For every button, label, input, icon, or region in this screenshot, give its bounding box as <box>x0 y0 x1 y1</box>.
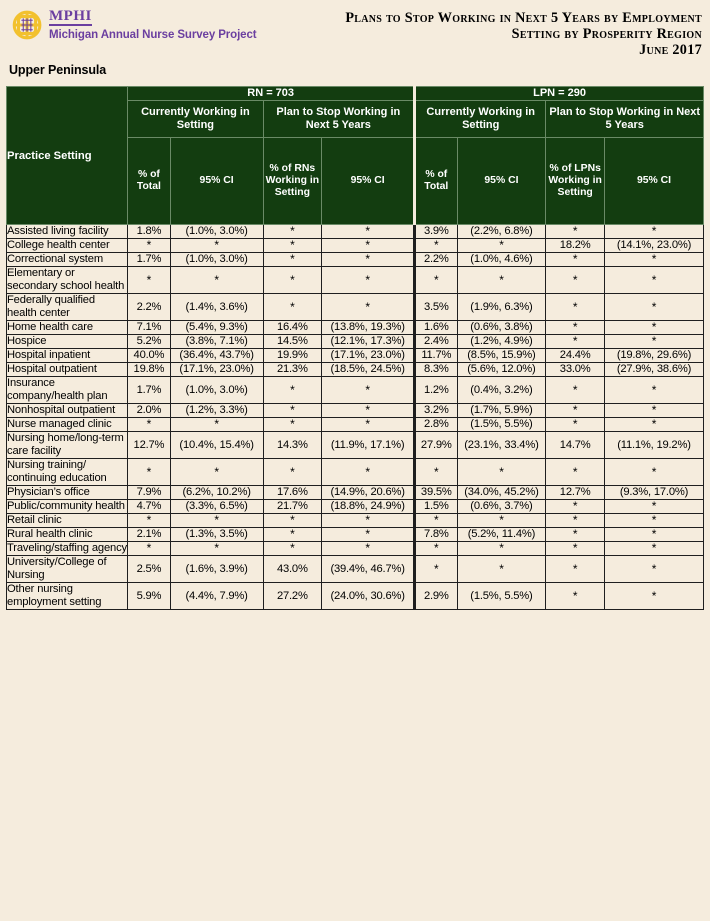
region-label: Upper Peninsula <box>9 63 107 77</box>
cell-lpn-pct-working: 18.2% <box>546 239 605 253</box>
row-label-practice-setting: Traveling/staffing agency <box>7 542 128 554</box>
cell-lpn-ci2: * <box>604 267 703 294</box>
cell-lpn-ci2: * <box>604 542 703 556</box>
row-label-practice-setting: Rural health clinic <box>7 528 128 542</box>
cell-lpn-pct-working: 33.0% <box>546 363 605 377</box>
cell-lpn-pct-total: 11.7% <box>415 349 457 363</box>
cell-rn-pct-total: * <box>128 459 170 486</box>
cell-lpn-pct-working: * <box>546 404 605 418</box>
cell-rn-pct-total: 1.7% <box>128 377 170 404</box>
cell-rn-pct-working: 21.3% <box>263 363 322 377</box>
cell-rn-pct-working: * <box>263 239 322 253</box>
cell-lpn-ci1: (23.1%, 33.4%) <box>457 432 546 459</box>
table-row <box>7 486 704 500</box>
cell-lpn-ci2: * <box>604 404 703 418</box>
cell-rn-ci2: * <box>322 377 415 404</box>
cell-rn-ci2: * <box>322 253 415 267</box>
row-label-practice-setting: Public/community health <box>7 500 128 514</box>
cell-rn-pct-working: * <box>263 294 322 321</box>
cell-lpn-pct-total: * <box>415 239 457 253</box>
cell-lpn-pct-working: * <box>546 225 605 239</box>
cell-lpn-pct-working: * <box>546 377 605 404</box>
cell-lpn-ci1: * <box>457 459 546 486</box>
column-header-rn-ci-2: 95% CI <box>322 138 415 225</box>
group-header-lpn: LPN = 290 <box>415 87 704 101</box>
cell-lpn-pct-working: 12.7% <box>546 486 605 500</box>
cell-lpn-pct-working: * <box>546 542 605 556</box>
table-row <box>7 404 704 418</box>
cell-rn-ci2: * <box>322 294 415 321</box>
table-body <box>7 225 704 610</box>
cell-rn-ci1: * <box>170 267 263 294</box>
cell-lpn-ci2: * <box>604 335 703 349</box>
cell-lpn-pct-working: * <box>546 267 605 294</box>
column-header-practice-setting: Practice Setting <box>7 87 128 225</box>
table-row <box>7 363 704 377</box>
cell-rn-ci2: * <box>322 528 415 542</box>
cell-lpn-pct-total: 1.6% <box>415 321 457 335</box>
cell-lpn-pct-total: 1.5% <box>415 500 457 514</box>
cell-rn-ci2: * <box>322 459 415 486</box>
cell-rn-pct-total: * <box>128 514 170 528</box>
cell-rn-pct-working: * <box>263 253 322 267</box>
cell-lpn-pct-total: 3.5% <box>415 294 457 321</box>
cell-rn-pct-working: * <box>263 528 322 542</box>
cell-rn-ci1: * <box>170 418 263 432</box>
cell-rn-pct-total: 7.9% <box>128 486 170 500</box>
table-row <box>7 321 704 335</box>
cell-rn-pct-total: * <box>128 542 170 556</box>
cell-rn-ci2: * <box>322 404 415 418</box>
cell-rn-pct-working: 14.5% <box>263 335 322 349</box>
cell-lpn-pct-total: 3.9% <box>415 225 457 239</box>
cell-lpn-pct-working: * <box>546 253 605 267</box>
cell-rn-ci1: (6.2%, 10.2%) <box>170 486 263 500</box>
cell-lpn-pct-working: * <box>546 335 605 349</box>
table-row <box>7 349 704 363</box>
cell-lpn-pct-working: * <box>546 459 605 486</box>
cell-lpn-ci2: * <box>604 294 703 321</box>
brand-tagline: Michigan Annual Nurse Survey Project <box>49 29 257 41</box>
cell-lpn-ci1: * <box>457 239 546 253</box>
header-row-groups <box>7 87 704 101</box>
cell-rn-pct-working: 16.4% <box>263 321 322 335</box>
row-label-practice-setting: Hospital inpatient <box>7 349 128 363</box>
row-label-practice-setting: Insurance company/health plan <box>7 377 128 404</box>
subheader-rn-plan-to-stop: Plan to Stop Working in Next 5 Years <box>263 101 415 138</box>
cell-rn-ci1: (3.8%, 7.1%) <box>170 335 263 349</box>
cell-rn-pct-total: 1.8% <box>128 225 170 239</box>
cell-lpn-pct-working: 14.7% <box>546 432 605 459</box>
cell-lpn-ci2: * <box>604 225 703 239</box>
prosperity-region-table <box>6 86 704 610</box>
row-label-practice-setting: Nonhospital outpatient <box>7 404 128 418</box>
group-header-rn: RN = 703 <box>128 87 415 101</box>
table-row <box>7 583 704 610</box>
cell-rn-ci1: (1.6%, 3.9%) <box>170 556 263 583</box>
table-row <box>7 239 704 253</box>
cell-rn-pct-total: 5.9% <box>128 583 170 610</box>
cell-lpn-ci2: (27.9%, 38.6%) <box>604 363 703 377</box>
cell-rn-ci2: * <box>322 267 415 294</box>
cell-lpn-pct-working: * <box>546 514 605 528</box>
cell-rn-ci2: * <box>322 225 415 239</box>
cell-lpn-pct-total: 8.3% <box>415 363 457 377</box>
cell-lpn-pct-total: 7.8% <box>415 528 457 542</box>
cell-rn-ci1: (1.4%, 3.6%) <box>170 294 263 321</box>
cell-rn-ci2: (39.4%, 46.7%) <box>322 556 415 583</box>
cell-rn-ci2: * <box>322 239 415 253</box>
cell-rn-ci2: (18.5%, 24.5%) <box>322 363 415 377</box>
page-title-date: June 2017 <box>639 42 702 58</box>
cell-rn-ci2: (17.1%, 23.0%) <box>322 349 415 363</box>
cell-rn-ci1: (1.0%, 3.0%) <box>170 225 263 239</box>
table-row <box>7 418 704 432</box>
page-title-line-1: Plans to Stop Working in Next 5 Years by Employment <box>345 10 702 26</box>
cell-rn-pct-working: * <box>263 377 322 404</box>
cell-lpn-pct-total: 27.9% <box>415 432 457 459</box>
cell-lpn-ci1: (5.2%, 11.4%) <box>457 528 546 542</box>
cell-rn-pct-working: * <box>263 267 322 294</box>
cell-rn-pct-working: 21.7% <box>263 500 322 514</box>
cell-rn-ci1: (1.0%, 3.0%) <box>170 253 263 267</box>
cell-lpn-ci2: (11.1%, 19.2%) <box>604 432 703 459</box>
cell-lpn-ci2: * <box>604 459 703 486</box>
cell-rn-pct-total: * <box>128 418 170 432</box>
column-header-rn-ci-1: 95% CI <box>170 138 263 225</box>
row-label-practice-setting: Home health care <box>7 321 128 335</box>
table-row <box>7 377 704 404</box>
table-row <box>7 267 704 294</box>
cell-rn-ci2: (11.9%, 17.1%) <box>322 432 415 459</box>
cell-lpn-ci1: (5.6%, 12.0%) <box>457 363 546 377</box>
row-label-practice-setting: Physician’s office <box>7 486 128 500</box>
cell-rn-ci1: (1.0%, 3.0%) <box>170 377 263 404</box>
cell-lpn-pct-total: 3.2% <box>415 404 457 418</box>
cell-lpn-ci2: * <box>604 321 703 335</box>
cell-rn-pct-total: 2.1% <box>128 528 170 542</box>
cell-rn-pct-working: 19.9% <box>263 349 322 363</box>
row-label-practice-setting: Hospital outpatient <box>7 363 128 377</box>
cell-lpn-pct-total: * <box>415 459 457 486</box>
cell-lpn-ci2: * <box>604 377 703 404</box>
cell-rn-ci1: * <box>170 542 263 556</box>
cell-rn-ci1: (5.4%, 9.3%) <box>170 321 263 335</box>
table-row <box>7 459 704 486</box>
column-header-lpn-ci-2: 95% CI <box>604 138 703 225</box>
cell-rn-ci2: (14.9%, 20.6%) <box>322 486 415 500</box>
cell-lpn-ci1: (1.9%, 6.3%) <box>457 294 546 321</box>
row-label-practice-setting: Nursing training/ continuing education <box>7 459 128 486</box>
cell-rn-pct-total: 40.0% <box>128 349 170 363</box>
row-label-practice-setting: Correctional system <box>7 253 128 267</box>
cell-lpn-pct-working: * <box>546 500 605 514</box>
cell-rn-ci1: (17.1%, 23.0%) <box>170 363 263 377</box>
cell-rn-ci1: (1.2%, 3.3%) <box>170 404 263 418</box>
cell-lpn-ci1: * <box>457 514 546 528</box>
cell-rn-ci1: (1.3%, 3.5%) <box>170 528 263 542</box>
cell-lpn-pct-total: 2.4% <box>415 335 457 349</box>
cell-lpn-pct-total: * <box>415 556 457 583</box>
cell-rn-pct-working: 14.3% <box>263 432 322 459</box>
cell-lpn-ci2: * <box>604 514 703 528</box>
table-row <box>7 335 704 349</box>
row-label-practice-setting: Elementary or secondary school health <box>7 267 128 294</box>
table-header <box>7 87 704 225</box>
brand-name: MPHI <box>49 8 92 24</box>
cell-lpn-ci1: * <box>457 542 546 556</box>
cell-rn-pct-working: * <box>263 404 322 418</box>
cell-lpn-pct-working: 24.4% <box>546 349 605 363</box>
table-row <box>7 432 704 459</box>
cell-rn-ci1: (4.4%, 7.9%) <box>170 583 263 610</box>
cell-lpn-ci2: * <box>604 500 703 514</box>
cell-rn-pct-total: 12.7% <box>128 432 170 459</box>
cell-rn-ci2: (13.8%, 19.3%) <box>322 321 415 335</box>
cell-rn-pct-working: * <box>263 459 322 486</box>
cell-rn-ci1: (36.4%, 43.7%) <box>170 349 263 363</box>
cell-lpn-ci2: * <box>604 528 703 542</box>
subheader-lpn-currently-working: Currently Working in Setting <box>415 101 546 138</box>
row-label-practice-setting: Hospice <box>7 335 128 349</box>
column-header-rn-pct-working: % of RNs Working in Setting <box>263 138 322 225</box>
cell-lpn-pct-total: 39.5% <box>415 486 457 500</box>
cell-rn-pct-total: 19.8% <box>128 363 170 377</box>
row-label-practice-setting: Nurse managed clinic <box>7 418 128 432</box>
cell-rn-ci2: * <box>322 514 415 528</box>
cell-rn-ci2: * <box>322 542 415 556</box>
cell-lpn-pct-working: * <box>546 556 605 583</box>
cell-lpn-ci1: (2.2%, 6.8%) <box>457 225 546 239</box>
cell-rn-ci1: * <box>170 239 263 253</box>
table-row <box>7 500 704 514</box>
cell-rn-pct-total: * <box>128 239 170 253</box>
row-label-practice-setting: Assisted living facility <box>7 225 128 239</box>
cell-lpn-pct-total: 2.8% <box>415 418 457 432</box>
cell-lpn-ci2: (19.8%, 29.6%) <box>604 349 703 363</box>
subheader-rn-currently-working: Currently Working in Setting <box>128 101 263 138</box>
cell-lpn-ci2: * <box>604 253 703 267</box>
cell-lpn-pct-total: 2.9% <box>415 583 457 610</box>
table-row <box>7 225 704 239</box>
table-row <box>7 556 704 583</box>
cell-rn-pct-working: 27.2% <box>263 583 322 610</box>
subheader-lpn-plan-to-stop: Plan to Stop Working in Next 5 Years <box>546 101 704 138</box>
column-header-lpn-ci-1: 95% CI <box>457 138 546 225</box>
cell-rn-pct-working: * <box>263 514 322 528</box>
page-title-line-2: Setting by Prosperity Region <box>511 26 702 42</box>
cell-lpn-ci1: (34.0%, 45.2%) <box>457 486 546 500</box>
cell-lpn-ci1: (1.0%, 4.6%) <box>457 253 546 267</box>
cell-rn-ci1: * <box>170 514 263 528</box>
cell-lpn-pct-total: * <box>415 514 457 528</box>
cell-rn-pct-total: 4.7% <box>128 500 170 514</box>
cell-lpn-ci1: (1.5%, 5.5%) <box>457 418 546 432</box>
table-row <box>7 253 704 267</box>
data-table-container <box>6 86 704 610</box>
cell-rn-ci1: (3.3%, 6.5%) <box>170 500 263 514</box>
cell-lpn-ci2: * <box>604 418 703 432</box>
cell-lpn-pct-working: * <box>546 418 605 432</box>
cell-rn-ci2: (18.8%, 24.9%) <box>322 500 415 514</box>
cell-lpn-ci1: (1.5%, 5.5%) <box>457 583 546 610</box>
row-label-practice-setting: Other nursing employment setting <box>7 583 128 610</box>
column-header-lpn-pct-working: % of LPNs Working in Setting <box>546 138 605 225</box>
table-row <box>7 528 704 542</box>
cell-lpn-ci2: (14.1%, 23.0%) <box>604 239 703 253</box>
cell-lpn-ci2: * <box>604 556 703 583</box>
column-header-lpn-pct-total: % of Total <box>415 138 457 225</box>
page-header <box>0 0 710 58</box>
cell-rn-pct-working: 17.6% <box>263 486 322 500</box>
cell-lpn-pct-working: * <box>546 583 605 610</box>
row-label-practice-setting: Retail clinic <box>7 514 128 528</box>
cell-lpn-ci1: (8.5%, 15.9%) <box>457 349 546 363</box>
cell-rn-pct-working: * <box>263 418 322 432</box>
cell-lpn-ci2: (9.3%, 17.0%) <box>604 486 703 500</box>
table-row <box>7 542 704 556</box>
cell-rn-pct-total: 7.1% <box>128 321 170 335</box>
cell-rn-pct-working: * <box>263 542 322 556</box>
row-label-practice-setting: Nursing home/long-term care facility <box>7 432 128 459</box>
cell-rn-pct-total: 2.5% <box>128 556 170 583</box>
cell-rn-ci2: * <box>322 418 415 432</box>
cell-rn-ci2: (24.0%, 30.6%) <box>322 583 415 610</box>
brand-text <box>49 5 257 42</box>
cell-lpn-ci1: (0.4%, 3.2%) <box>457 377 546 404</box>
cell-lpn-ci1: * <box>457 556 546 583</box>
cell-rn-ci1: (10.4%, 15.4%) <box>170 432 263 459</box>
column-header-rn-pct-total: % of Total <box>128 138 170 225</box>
cell-lpn-pct-total: * <box>415 542 457 556</box>
table-row <box>7 294 704 321</box>
cell-lpn-ci1: * <box>457 267 546 294</box>
cell-lpn-pct-total: * <box>415 267 457 294</box>
cell-lpn-ci1: (1.2%, 4.9%) <box>457 335 546 349</box>
mphi-celtic-knot-logo-icon <box>9 5 47 45</box>
cell-rn-ci1: * <box>170 459 263 486</box>
cell-rn-pct-total: * <box>128 267 170 294</box>
cell-rn-pct-working: 43.0% <box>263 556 322 583</box>
cell-lpn-ci1: (1.7%, 5.9%) <box>457 404 546 418</box>
cell-rn-pct-total: 1.7% <box>128 253 170 267</box>
cell-lpn-ci1: (0.6%, 3.8%) <box>457 321 546 335</box>
cell-lpn-ci2: * <box>604 583 703 610</box>
cell-lpn-ci1: (0.6%, 3.7%) <box>457 500 546 514</box>
table-row <box>7 514 704 528</box>
page-title <box>345 10 702 58</box>
cell-lpn-pct-working: * <box>546 321 605 335</box>
cell-rn-pct-total: 2.2% <box>128 294 170 321</box>
brand-block <box>9 5 257 45</box>
cell-lpn-pct-working: * <box>546 294 605 321</box>
cell-lpn-pct-total: 2.2% <box>415 253 457 267</box>
row-label-practice-setting: College health center <box>7 239 128 253</box>
cell-rn-pct-total: 5.2% <box>128 335 170 349</box>
cell-lpn-pct-working: * <box>546 528 605 542</box>
cell-lpn-pct-total: 1.2% <box>415 377 457 404</box>
cell-rn-pct-total: 2.0% <box>128 404 170 418</box>
cell-rn-pct-working: * <box>263 225 322 239</box>
cell-rn-ci2: (12.1%, 17.3%) <box>322 335 415 349</box>
row-label-practice-setting: University/College of Nursing <box>7 556 128 583</box>
row-label-practice-setting: Federally qualified health center <box>7 294 128 321</box>
